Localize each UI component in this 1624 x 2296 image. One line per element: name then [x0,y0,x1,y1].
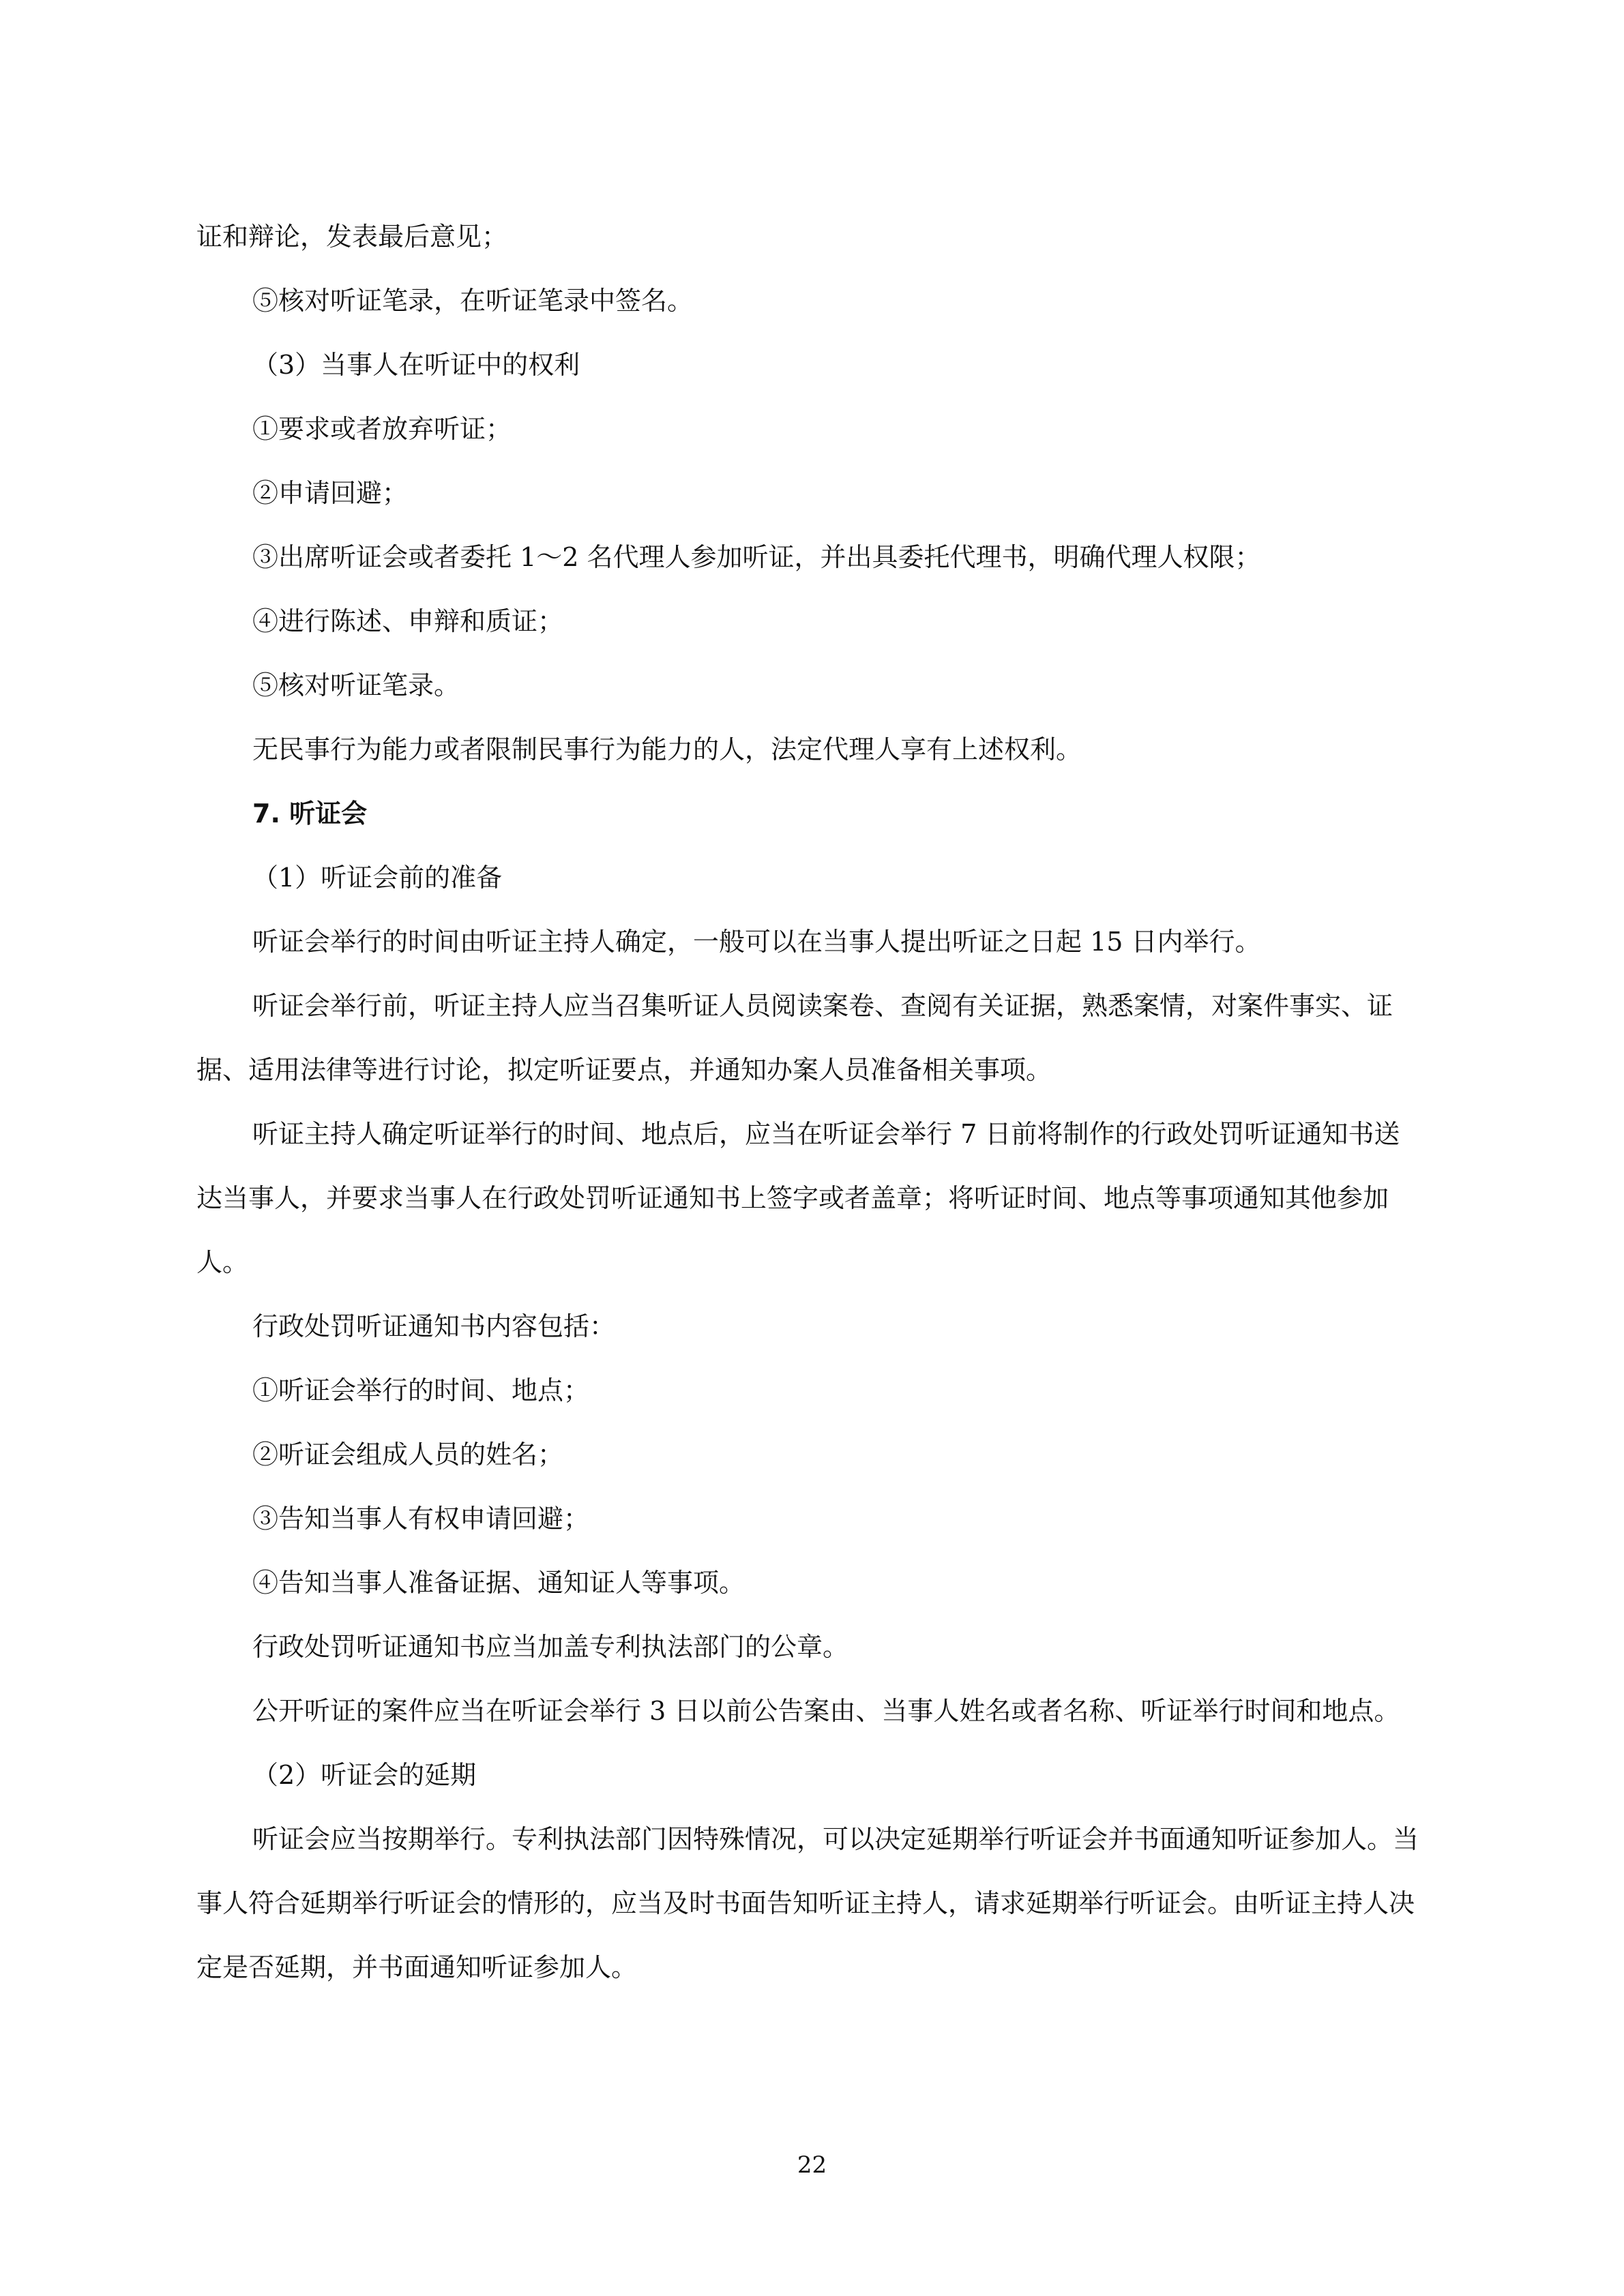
list-item: ④进行陈述、申辩和质证； [252,606,564,636]
page-number: 22 [797,2151,827,2179]
paragraph: 公开听证的案件应当在听证会举行 3 日以前公告案由、当事人姓名或者名称、听证举行时间和地点。 [252,1696,1400,1726]
list-item: ③告知当事人有权申请回避； [252,1504,590,1534]
paragraph-continuation: 证和辩论，发表最后意见； [196,222,508,252]
list-item: ①听证会举行的时间、地点； [252,1375,590,1405]
paragraph: 行政处罚听证通知书应当加盖专利执法部门的公章。 [252,1632,849,1662]
section-heading: 7. 听证会 [252,799,368,829]
subheading: （1）听证会前的准备 [252,863,503,893]
subheading: （3）当事人在听证中的权利 [252,350,580,380]
list-item: ③出席听证会或者委托 1～2 名代理人参加听证，并出具委托代理书，明确代理人权限； [252,542,1261,572]
list-item: ②听证会组成人员的姓名； [252,1440,564,1470]
list-item: ⑤核对听证笔录。 [252,670,460,700]
paragraph: 听证会举行的时间由听证主持人确定，一般可以在当事人提出听证之日起 15 日内举行。 [252,927,1261,957]
paragraph: 行政处罚听证通知书内容包括： [252,1311,616,1341]
paragraph: ⑤核对听证笔录，在听证笔录中签名。 [252,286,694,316]
paragraph: 听证会举行前，听证主持人应当召集听证人员阅读案卷、查阅有关证据，熟悉案情，对案件事实、证据、适用法律等进行讨论，拟定听证要点，并通知办案人员准备相关事项。 [196,991,1393,1085]
list-item: ④告知当事人准备证据、通知证人等事项。 [252,1568,745,1598]
paragraph: 无民事行为能力或者限制民事行为能力的人，法定代理人享有上述权利。 [252,734,1082,764]
list-item: ①要求或者放弃听证； [252,414,512,444]
paragraph: 听证主持人确定听证举行的时间、地点后，应当在听证会举行 7 日前将制作的行政处罚听证通知书送达当事人，并要求当事人在行政处罚听证通知书上签字或者盖章；将听证时间、地点等事项通知其他参加人。 [196,1119,1400,1277]
list-item: ②申请回避； [252,478,409,508]
subheading: （2）听证会的延期 [252,1760,477,1790]
paragraph: 听证会应当按期举行。专利执法部门因特殊情况，可以决定延期举行听证会并书面通知听证参加人。当事人符合延期举行听证会的情形的，应当及时书面告知听证主持人，请求延期举行听证会。由听证主持人决定是否延期，并书面通知听证参加人。 [196,1824,1419,1982]
body-text [196,205,1424,1999]
